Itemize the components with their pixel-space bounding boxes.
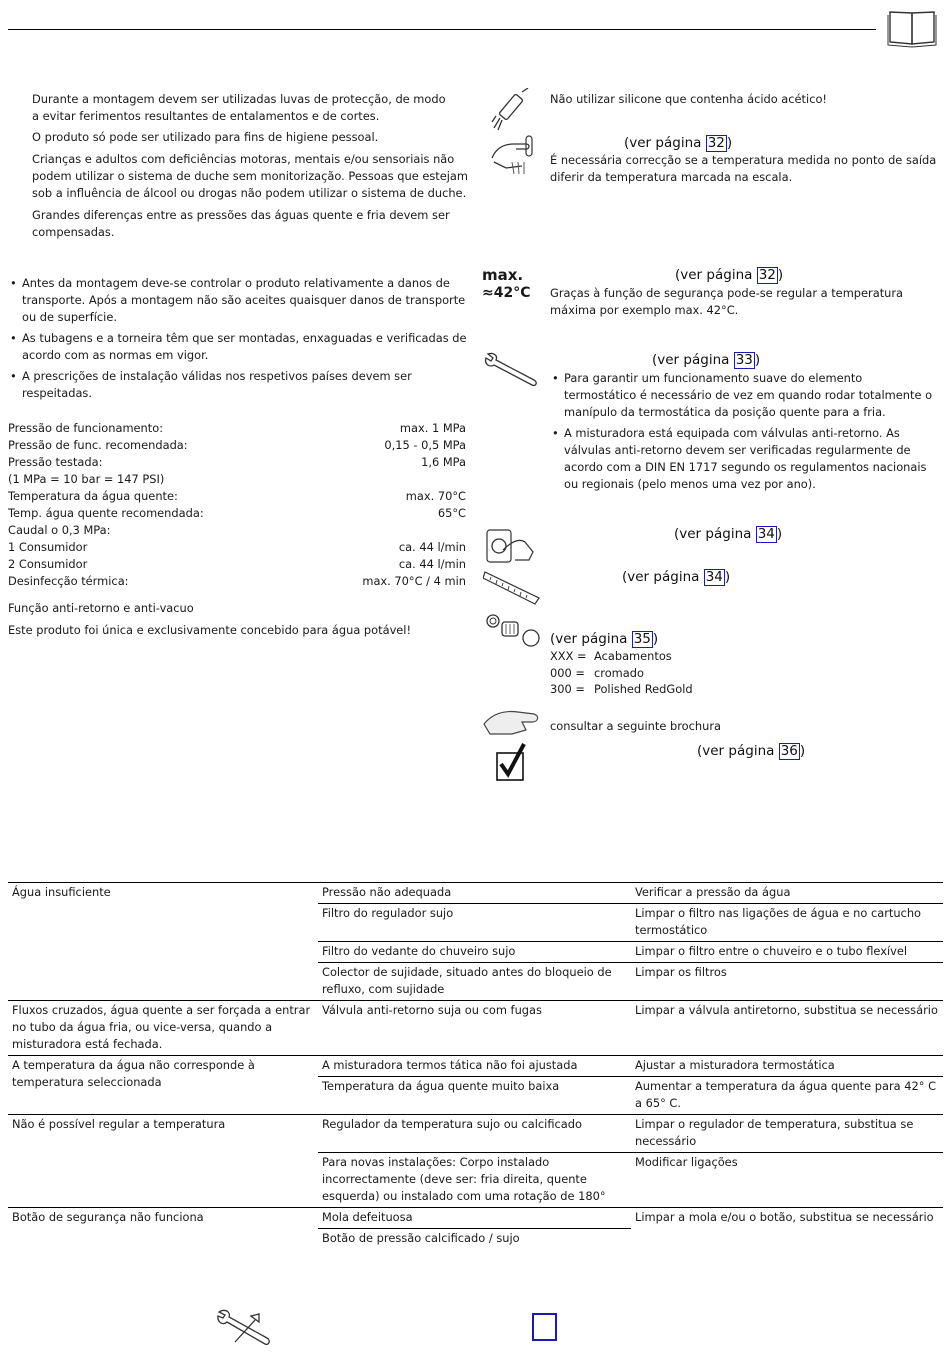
spec-label: Desinfecção térmica: xyxy=(8,574,129,588)
checkmark-icon xyxy=(494,742,528,782)
page-number-box xyxy=(532,1313,557,1341)
cause-cell: Filtro do vedante do chuveiro sujo xyxy=(318,942,631,963)
cause-cell: Filtro do regulador sujo xyxy=(318,904,631,942)
spec-label: Temperatura da água quente: xyxy=(8,489,178,503)
cause-cell: Válvula anti-retorno suja ou com fugas xyxy=(318,1001,631,1056)
finish-codes xyxy=(550,648,693,698)
remedy-cell: Limpar os filtros xyxy=(631,963,943,1001)
spec-label: Pressão testada: xyxy=(8,455,103,469)
finish-code: 300 = xyxy=(550,682,585,696)
cause-cell: Para novas instalações: Corpo instalado incorrectamente (deve ser: fria direita, quente esquerda) ou instalado com uma rotação de 180° xyxy=(318,1153,631,1208)
maintenance-list xyxy=(550,370,938,497)
table-row xyxy=(8,1208,943,1229)
remedy-cell: Limpar o filtro nas ligações de água e no cartucho termostático xyxy=(631,904,943,942)
remedy-cell: Limpar o filtro entre o chuveiro e o tubo flexível xyxy=(631,942,943,963)
spec-value: 0,15 - 0,5 MPa xyxy=(384,438,466,452)
table-row xyxy=(8,1115,943,1153)
ref-close: ) xyxy=(799,743,806,759)
ref-close: ) xyxy=(754,352,761,368)
cause-cell: Botão de pressão calcificado / sujo xyxy=(318,1229,631,1250)
limit-text: Graças à função de segurança pode-se regular a temperatura máxima por exemplo max. 42°C. xyxy=(550,286,904,317)
silicone-gun-icon xyxy=(488,88,536,132)
spec-value: max. 70°C / 4 min xyxy=(362,574,466,588)
ref-close: ) xyxy=(777,267,784,283)
finish-row xyxy=(550,665,693,682)
cause-cell: Colector de sujidade, situado antes do bloqueio de refluxo, com sujidade xyxy=(318,963,631,1001)
remedy-cell: Limpar a válvula antiretorno, substitua se necessário xyxy=(631,1001,943,1056)
finish-code: 000 = xyxy=(550,665,585,680)
finish-code: XXX = xyxy=(550,649,587,663)
dimensions-page-ref[interactable] xyxy=(622,568,730,586)
spec-value: 1,6 MPa xyxy=(421,455,466,469)
remedy-cell: Ajustar a misturadora termostática xyxy=(631,1056,943,1077)
problem-cell: Fluxos cruzados, água quente a ser forçada a entrar no tubo da água fria, ou vice-versa, quando a misturadora está fechada. xyxy=(8,1001,318,1056)
remedy-cell: Aumentar a temperatura da água quente para 42° C a 65° C. xyxy=(631,1077,943,1115)
cause-cell: Regulador da temperatura sujo ou calcificado xyxy=(318,1115,631,1153)
remedy-cell: Verificar a pressão da água xyxy=(631,883,943,904)
ruler-icon xyxy=(483,568,541,608)
ref-label: (ver página xyxy=(697,743,779,759)
problem-cell: Não é possível regular a temperatura xyxy=(8,1115,318,1208)
spec-label: Temp. água quente recomendada: xyxy=(8,506,204,520)
book-icon xyxy=(886,8,938,48)
page-number-link[interactable]: 36 xyxy=(780,743,798,759)
cleaning-hand-icon xyxy=(482,704,542,740)
temperature-limit-icon xyxy=(482,266,546,302)
calibration-page-ref[interactable] xyxy=(624,134,732,152)
safety-text: Crianças e adultos com deficiências motoras, mentais e/ou sensoriais não podem utilizar o sistema de duche sem monitorização. Pessoas que estejam sob a influência de álcool ou drogas não podem utilizar o sistema de duche. xyxy=(32,152,468,200)
ref-label: (ver página xyxy=(652,352,734,368)
page-number-link[interactable]: 33 xyxy=(735,352,753,368)
finish-name: Polished RedGold xyxy=(594,682,693,696)
test-page-ref[interactable] xyxy=(697,742,805,760)
calibration-text: É necessária correcção se a temperatura medida no ponto de saída diferir da temperatura marcada na escala. xyxy=(550,153,937,184)
spec-row xyxy=(8,522,466,539)
max-label: max. xyxy=(482,266,524,284)
limit-page-ref[interactable] xyxy=(675,266,783,284)
problem-cell: Botão de segurança não funciona xyxy=(8,1208,318,1250)
ref-close: ) xyxy=(652,631,659,647)
spare-parts-icon xyxy=(484,612,542,648)
spec-value: 65°C xyxy=(437,506,466,520)
ref-label: (ver página xyxy=(624,135,706,151)
ref-close: ) xyxy=(724,569,731,585)
remedy-cell: Limpar o regulador de temperatura, substitua se necessário xyxy=(631,1115,943,1153)
spec-note: Este produto foi única e exclusivamente concebido para água potável! xyxy=(8,623,412,637)
cause-cell: A misturadora termos tática não foi ajustada xyxy=(318,1056,631,1077)
list-item: • As tubagens e a torneira têm que ser montadas, enxaguadas e verificadas de acordo com as normas em vigor. xyxy=(8,330,468,364)
spec-label: 1 Consumidor xyxy=(8,540,88,554)
ref-close: ) xyxy=(776,526,783,542)
finish-row xyxy=(550,681,693,698)
assembly-page-ref[interactable] xyxy=(674,525,782,543)
finish-row xyxy=(550,648,693,665)
finish-name: cromado xyxy=(594,665,644,680)
spec-label: Pressão de funcionamento: xyxy=(8,421,164,435)
ref-label: (ver página xyxy=(675,267,757,283)
ref-label: (ver página xyxy=(622,569,704,585)
list-item: • Antes da montagem deve-se controlar o produto relativamente a danos de transporte. Após a montagem não são aceites quaisquer danos de transporte ou de superfície. xyxy=(8,275,468,326)
temp-label: ≈42°C xyxy=(482,285,531,301)
cause-cell: Temperatura da água quente muito baixa xyxy=(318,1077,631,1115)
spec-row xyxy=(8,573,466,590)
problem-cell: A temperatura da água não corresponde à temperatura seleccionada xyxy=(8,1056,318,1115)
spec-row xyxy=(8,488,466,505)
table-row xyxy=(8,883,943,904)
finish-name: Acabamentos xyxy=(594,649,672,663)
parts-page-ref[interactable] xyxy=(550,630,658,648)
spec-value: ca. 44 l/min xyxy=(398,540,466,554)
list-item: • A misturadora está equipada com válvulas anti-retorno. As válvulas anti-retorno devem ser verificadas regularmente de acordo com a DIN EN 1717 segundo os regulamentos nacionais ou regionais (pelo menos uma vez por ano). xyxy=(550,425,938,493)
spec-label: 2 Consumidor xyxy=(8,557,88,571)
page-number-link[interactable]: 34 xyxy=(705,569,723,585)
list-item: • Para garantir um funcionamento suave do elemento termostático é necessário de vez em quando rodar totalmente o manípulo da termostática da posição quente para a fria. xyxy=(550,370,938,421)
cause-cell: Pressão não adequada xyxy=(318,883,631,904)
ref-label: (ver página xyxy=(674,526,756,542)
spec-row xyxy=(8,556,466,573)
spec-label: Caudal o 0,3 MPa: xyxy=(8,523,111,537)
table-row xyxy=(8,1056,943,1077)
header-rule xyxy=(8,29,876,30)
spec-row xyxy=(8,539,466,556)
page-number-link[interactable]: 32 xyxy=(758,267,776,283)
spec-note: Função anti-retorno e anti-vacuo xyxy=(8,601,194,615)
spec-label: (1 MPa = 10 bar = 147 PSI) xyxy=(8,472,165,486)
ref-close: ) xyxy=(726,135,733,151)
spec-value: max. 1 MPa xyxy=(399,421,466,435)
spec-row xyxy=(8,420,466,437)
tools-icon xyxy=(215,1306,275,1348)
wrench-icon xyxy=(482,350,542,388)
spec-label: Pressão de func. recomendada: xyxy=(8,438,188,452)
spec-row xyxy=(8,454,466,471)
remedy-cell: Limpar a mola e/ou o botão, substitua se necessário xyxy=(631,1208,943,1250)
spec-row xyxy=(8,505,466,522)
list-item: • A prescrições de instalação válidas nos respetivos países devem ser respeitadas. xyxy=(8,368,468,402)
installation-list xyxy=(8,275,468,406)
table-row xyxy=(8,1001,943,1056)
troubleshooting-table xyxy=(8,882,943,1249)
cause-cell: Mola defeituosa xyxy=(318,1208,631,1229)
spec-value: ca. 44 l/min xyxy=(398,557,466,571)
safety-text: O produto só pode ser utilizado para fins de higiene pessoal. xyxy=(32,130,379,144)
ref-label: (ver página xyxy=(550,631,632,647)
page-number-link[interactable]: 32 xyxy=(707,135,725,151)
silicone-warning: Não utilizar silicone que contenha ácido acético! xyxy=(550,92,827,106)
spec-row xyxy=(8,437,466,454)
safety-text: Durante a montagem devem ser utilizadas luvas de protecção, de modo a evitar ferimentos resultantes de entalamentos e de cortes. xyxy=(32,92,446,123)
safety-text: Grandes diferenças entre as pressões das águas quente e fria devem ser compensadas. xyxy=(32,208,450,239)
page-number-link[interactable]: 34 xyxy=(757,526,775,542)
spec-value: max. 70°C xyxy=(405,489,466,503)
cleaning-text: consultar a seguinte brochura xyxy=(550,719,721,733)
spec-row xyxy=(8,471,466,488)
page-number-link[interactable]: 35 xyxy=(633,631,651,647)
hand-thermometer-icon xyxy=(486,132,540,178)
remedy-cell: Modificar ligações xyxy=(631,1153,943,1208)
maintenance-page-ref[interactable] xyxy=(652,351,760,369)
assembly-hand-icon xyxy=(485,526,537,568)
problem-cell: Água insuficiente xyxy=(8,883,318,1001)
technical-data xyxy=(8,420,466,590)
